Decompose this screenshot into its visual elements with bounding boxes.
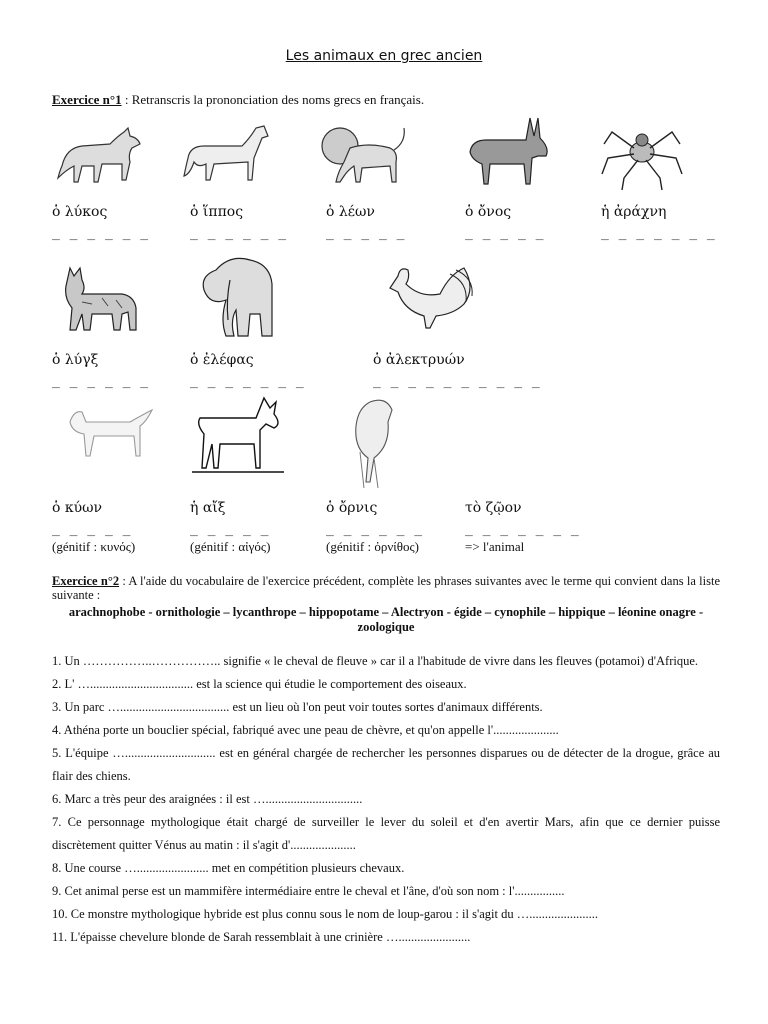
sentence-item[interactable]: 3. Un parc …................................... est un lieu où l'on peut voir toutes sortes d'animaux différents. <box>52 700 543 714</box>
sentence-item[interactable]: 10. Ce monstre mythologique hybride est plus connu sous le nom de loup-garou : il s'agit du …...................... <box>52 907 598 921</box>
sentence-item[interactable]: 1. Un ……………..…………….. signifie « le cheval de fleuve » car il a l'habitude de vivre dans les fleuves (potamoi) d'Afrique. <box>52 654 699 668</box>
greek-word: ἡ αἴξ <box>190 500 226 516</box>
sentence-list <box>52 650 720 949</box>
elephant-icon <box>190 250 286 346</box>
donkey-icon <box>460 112 556 190</box>
answer-blanks[interactable]: _ _ _ _ _ _ <box>52 374 150 389</box>
page-title: Les animaux en grec ancien <box>285 48 483 64</box>
rooster-icon <box>380 258 476 340</box>
genitive-note: (génitif : αἰγός) <box>190 539 271 554</box>
sentence-item[interactable]: 6. Marc a très peur des araignées : il est …............................... <box>52 792 363 806</box>
genitive-note: (génitif : κυνός) <box>52 539 136 554</box>
genitive-note: (génitif : ὀρνίθος) <box>326 539 419 554</box>
sentence-item[interactable]: 9. Cet animal perse est un mammifère intermédiaire entre le cheval et l'âne, d'où son nom : l'................ <box>52 884 565 898</box>
exercise2-instruction: : A l'aide du vocabulaire de l'exercice précédent, complète les phrases suivantes avec le terme qui convient dans la liste suivante : <box>52 574 720 602</box>
answer-blanks[interactable]: _ _ _ _ _ _ _ <box>601 226 716 241</box>
wolf-icon <box>52 118 148 196</box>
exercise1-instruction: : Retranscris la prononciation des noms grecs en français. <box>121 92 425 107</box>
sentence-item[interactable]: 5. L'équipe …............................. est en général chargée de rechercher les personnes disparues ou de détecter de la drogue, grâce au flair des chiens. <box>52 746 720 783</box>
greek-word: ὁ ὄρνις <box>326 500 378 516</box>
spider-icon <box>594 118 690 196</box>
sentence-item[interactable]: 2. L' …................................. est la science qui étudie le comportement des oiseaux. <box>52 677 467 691</box>
exercise1-heading <box>52 92 424 108</box>
greek-word: ὁ ἀλεκτρυών <box>373 352 465 368</box>
exercise1-label: Exercice n°1 <box>52 92 122 107</box>
answer-blanks[interactable]: _ _ _ _ _ _ <box>326 522 424 537</box>
answer-blanks[interactable]: _ _ _ _ _ _ _ <box>190 374 305 389</box>
greek-word: ὁ ὄνος <box>465 204 512 220</box>
answer-blanks[interactable]: _ _ _ _ _ _ _ _ _ _ <box>373 374 541 389</box>
goat-icon <box>190 394 286 478</box>
greek-word: ὁ λύγξ <box>52 352 99 368</box>
horse-icon <box>180 118 276 196</box>
bird-icon <box>330 392 426 492</box>
greek-word: τὸ ζῷον <box>465 500 522 516</box>
greek-word: ὁ κύων <box>52 500 103 516</box>
greek-word: ὁ ἵππος <box>190 204 244 220</box>
answer-blanks[interactable]: _ _ _ _ _ <box>52 522 132 537</box>
lion-icon <box>318 118 414 196</box>
answer-blanks[interactable]: _ _ _ _ _ <box>190 522 270 537</box>
sentence-item[interactable]: 8. Une course …....................... met en compétition plusieurs chevaux. <box>52 861 405 875</box>
answer-blanks[interactable]: _ _ _ _ _ _ <box>52 226 150 241</box>
sentence-item[interactable]: 7. Ce personnage mythologique était chargé de surveiller le lever du soleil et d'en avertir Mars, afin que ce dernier puisse discrètement quitter Vénus au matin : il s'agit d'..................... <box>52 815 720 852</box>
vocabulary-list: arachnophobe - ornithologie – lycanthrope – hippopotame – Alectryon - égide – cynophile – hippique – léonine onagre - zoologique <box>68 605 704 634</box>
greek-word: ὁ λύκος <box>52 204 108 220</box>
exercise2-heading <box>52 574 720 602</box>
genitive-note: => l'animal <box>465 539 525 554</box>
lynx-icon <box>52 258 148 338</box>
greek-word: ὁ ἐλέφας <box>190 352 254 368</box>
answer-blanks[interactable]: _ _ _ _ _ _ <box>190 226 288 241</box>
greek-word: ὁ λέων <box>326 204 375 220</box>
exercise2-label: Exercice n°2 <box>52 574 120 588</box>
dog-icon <box>60 400 156 464</box>
answer-blanks[interactable]: _ _ _ _ _ <box>326 226 406 241</box>
answer-blanks[interactable]: _ _ _ _ _ _ _ <box>465 522 580 537</box>
answer-blanks[interactable]: _ _ _ _ _ <box>465 226 545 241</box>
sentence-item[interactable]: 4. Athéna porte un bouclier spécial, fabriqué avec une peau de chèvre, et qu'on appelle l'..................... <box>52 723 559 737</box>
greek-word: ἡ ἀράχνη <box>601 204 667 220</box>
sentence-item[interactable]: 11. L'épaisse chevelure blonde de Sarah ressemblait à une crinière …....................... <box>52 930 471 944</box>
